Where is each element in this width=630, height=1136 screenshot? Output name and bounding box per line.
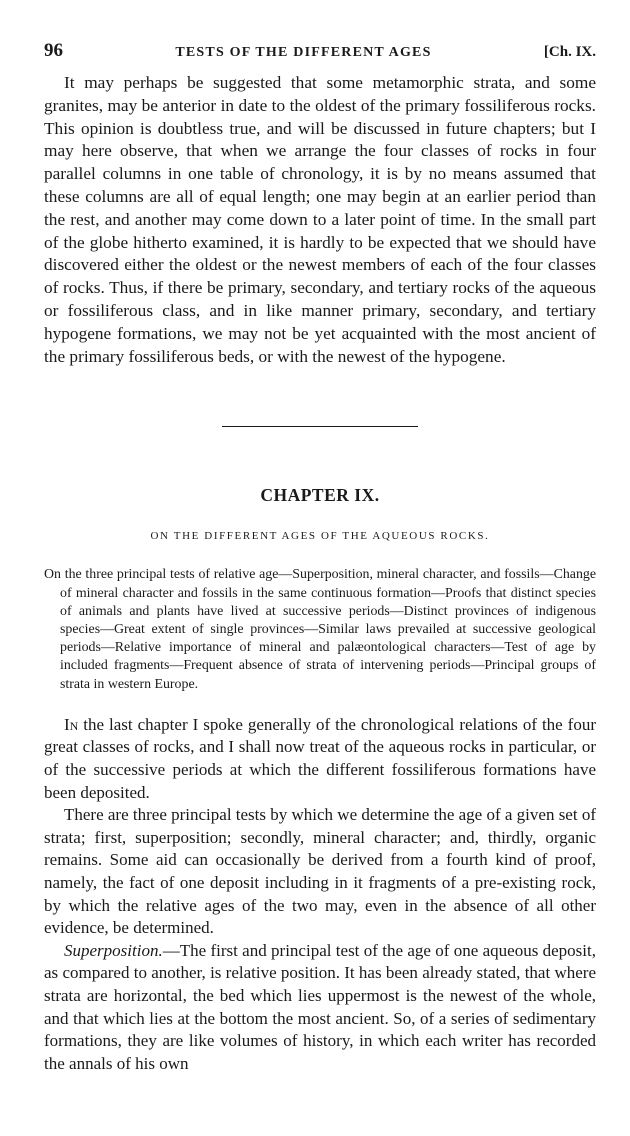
running-chapter-label: [Ch. IX.: [543, 44, 596, 60]
carryover-paragraph: It may perhaps be suggested that some metamorphic strata, and some granites, may be anterior in date to the oldest of the primary fossiliferous rocks. This opinion is doubtless true, and will be discussed in future chapters; but I may here observe, that when we arrange the four classes of rocks in four parallel columns in one table of chronology, it is by no means assumed that these columns are all of equal length; one may begin at an earlier period than the rest, and another may come down to a later point of time. In the small part of the globe hitherto examined, it is hardly to be expected that we should have discovered either the oldest or the newest members of each of the four classes of rocks. Thus, if there be primary, secondary, and tertiary rocks of the aqueous or fossiliferous class, and in like manner primary, secondary, and tertiary hypogene formations, we may not be yet acquainted with the most ancient of the primary fossiliferous beds, or with the newest of the hypogene.: [44, 73, 596, 366]
chapter-body: [44, 714, 596, 1076]
chapter-heading: CHAPTER IX.: [260, 485, 380, 506]
paragraph-last-chapter: [44, 714, 596, 804]
running-title: TESTS OF THE DIFFERENT AGES: [175, 45, 432, 60]
paragraph-text: the last chapter I spoke generally of the chronological relations of the four great classes of rocks, and I shall now treat of the aqueous rocks in particular, or of the successive periods at which the different fossiliferous formations have been deposited.: [44, 714, 596, 802]
paragraph-lead: In: [64, 714, 79, 734]
chapter-argument: On the three principal tests of relative age—Superposition, mineral character, and fossils—Change of mineral character and fossils in the same continuous formation—Proofs that distinct species of animals and plants have lived at successive periods—Distinct provinces of indigenous species—Great extent of single provinces—Similar laws prevailed at successive geological periods—Relative importance of mineral and palæontological characters—Test of age by included fragments—Frequent absence of strata of intervening periods—Principal groups of strata in western Europe.: [44, 567, 596, 692]
page-number: 96: [44, 40, 63, 61]
paragraph-superposition: [44, 940, 596, 1076]
chapter-subtitle: ON THE DIFFERENT AGES OF THE AQUEOUS ROCKS.: [150, 530, 490, 543]
section-term: Superposition.: [64, 940, 163, 960]
section-divider: [222, 426, 418, 427]
book-page: [44, 40, 596, 1075]
running-head: [44, 40, 596, 72]
paragraph-three-tests: There are three principal tests by which we determine the age of a given set of strata; first, superposition; secondly, mineral character; and, thirdly, organic remains. Some aid can occasionally be derived from a fourth kind of proof, namely, the fact of one deposit including in it fragments of a pre-existing rock, by which the relative ages of the two may, even in the absence of all other evidence, be determined.: [44, 805, 596, 938]
paragraph-text: —The first and principal test of the age of one aqueous deposit, as compared to another, is relative position. It has been already stated, that where strata are horizontal, the bed which lies uppermost is the newest of the whole, and that which lies at the bottom the most ancient. So, of a series of sedimentary formations, they are like volumes of history, in which each writer has recorded the annals of his own: [44, 940, 596, 1073]
